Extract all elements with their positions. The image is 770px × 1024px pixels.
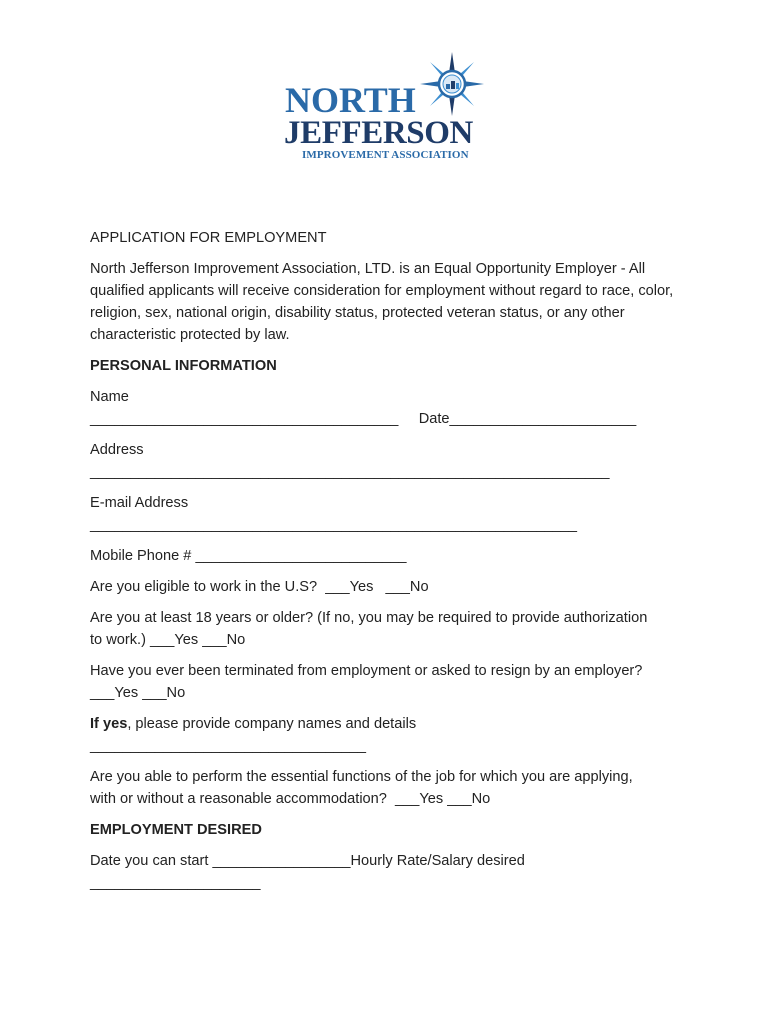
compass-rose-icon [420, 52, 484, 116]
if-yes-text: , please provide company names and details [127, 716, 417, 732]
salary-field[interactable]: _____________________ [90, 875, 261, 891]
if-yes-label: If yes [90, 716, 128, 732]
essential-functions-question-line-2[interactable]: with or without a reasonable accommodation? ___Yes ___No [90, 791, 491, 807]
logo-wordmark-north: NORTH [285, 80, 416, 120]
age-question-line-2[interactable]: to work.) ___Yes ___No [90, 632, 246, 648]
organization-logo [282, 52, 492, 164]
essential-functions-question-line-1: Are you able to perform the essential functions of the job for which you are applying, [90, 769, 633, 785]
name-date-row [90, 408, 680, 430]
email-field[interactable]: ____________________________________________________________ [90, 517, 577, 533]
address-field[interactable]: ________________________________________________________________ [90, 464, 610, 480]
start-date-field[interactable]: Date you can start _________________Hourly Rate/Salary desired [90, 853, 525, 869]
logo-wordmark-jefferson: JEFFERSON [284, 115, 473, 151]
personal-information-heading: PERSONAL INFORMATION [90, 358, 277, 374]
eeo-statement: North Jefferson Improvement Association, LTD. is an Equal Opportunity Employer - All qualified applicants will receive consideration for employment without regard to race, color, religion, sex, national origin, disability status, protected veteran status, or any other characteristic protected by law. [90, 261, 674, 343]
date-field[interactable]: Date_______________________ [418, 411, 637, 427]
form-title: APPLICATION FOR EMPLOYMENT [90, 230, 327, 246]
mobile-phone-field[interactable]: Mobile Phone # __________________________ [90, 548, 407, 564]
name-field[interactable]: ______________________________________ [90, 411, 399, 427]
if-yes-instruction [90, 713, 680, 735]
termination-question-line-1: Have you ever been terminated from employment or asked to resign by an employer? [90, 663, 643, 679]
termination-details-field[interactable]: __________________________________ [90, 738, 366, 754]
name-label: Name [90, 389, 129, 405]
email-label: E-mail Address [90, 495, 189, 511]
employment-desired-heading: EMPLOYMENT DESIRED [90, 822, 262, 838]
work-eligibility-question[interactable]: Are you eligible to work in the U.S? ___Yes ___No [90, 579, 429, 595]
form-body [90, 227, 680, 894]
logo-wordmark-association: IMPROVEMENT ASSOCIATION [302, 149, 469, 161]
termination-question-line-2[interactable]: ___Yes ___No [90, 685, 186, 701]
address-label: Address [90, 442, 144, 458]
age-question-line-1: Are you at least 18 years or older? (If no, you may be required to provide authorization [90, 610, 648, 626]
